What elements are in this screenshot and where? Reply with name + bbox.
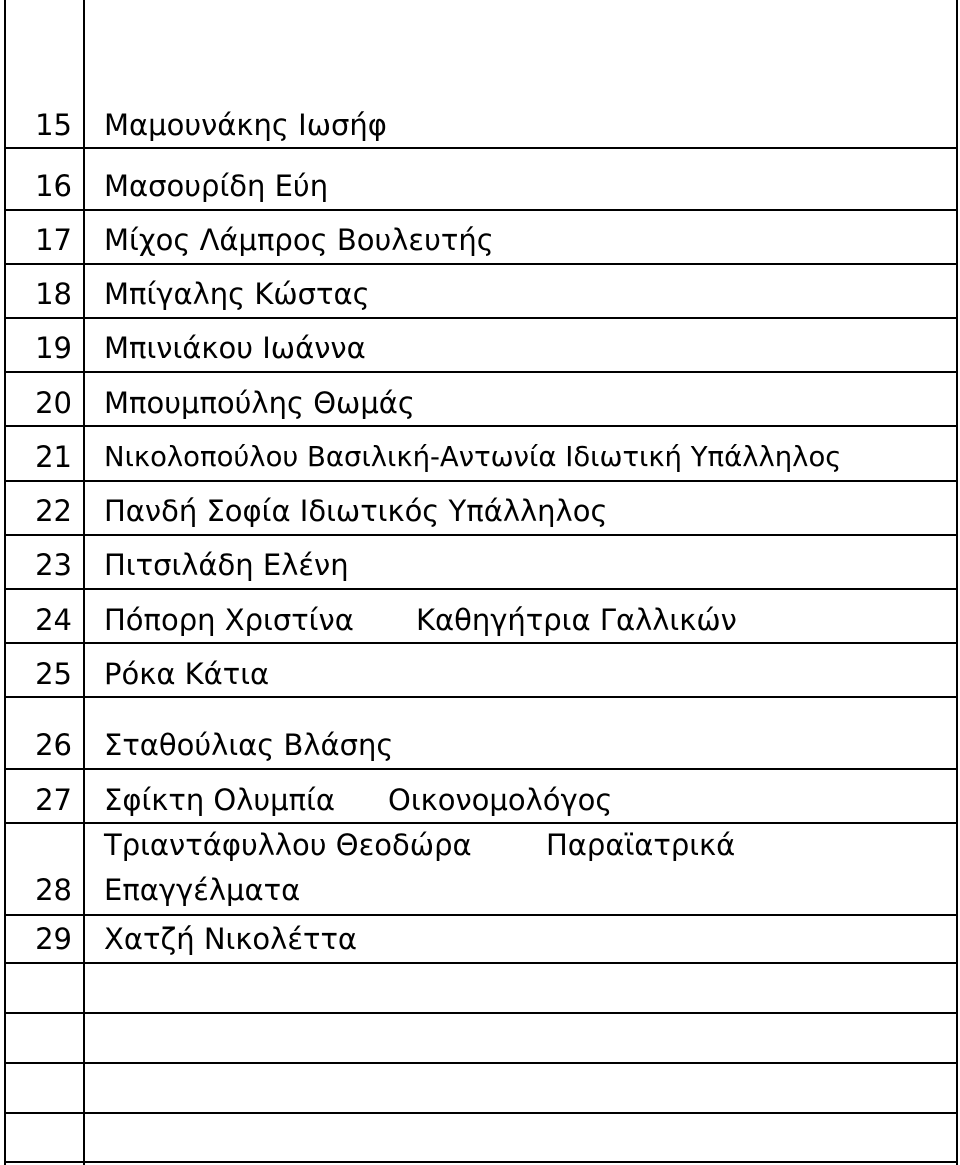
- member-name: Μπινιάκου Ιωάννα: [104, 331, 366, 365]
- table-bottom-border: [4, 1161, 958, 1163]
- row-divider: [4, 317, 958, 319]
- member-name: Πανδή Σοφία Ιδιωτικός Υπάλληλος: [104, 494, 608, 528]
- row-divider: [4, 147, 958, 149]
- member-name: Μαμουνάκης Ιωσήφ: [104, 108, 387, 142]
- row-number: 25: [35, 657, 72, 691]
- empty-table-row: [4, 1014, 958, 1062]
- member-name: Ρόκα Κάτια: [104, 657, 270, 691]
- row-divider: [4, 822, 958, 824]
- empty-table-row: [4, 964, 958, 1012]
- empty-table-row: [4, 1114, 958, 1161]
- member-name: Πόπορη Χριστίνα: [104, 603, 354, 637]
- row-number: 24: [35, 603, 72, 637]
- member-name: Πιτσιλάδη Ελένη: [104, 548, 349, 582]
- row-number: 17: [35, 223, 72, 257]
- row-divider: [4, 534, 958, 536]
- row-divider: [4, 914, 958, 916]
- row-divider: [4, 642, 958, 644]
- row-number: 19: [35, 331, 72, 365]
- row-number: 22: [35, 494, 72, 528]
- row-number: 18: [35, 277, 72, 311]
- row-number: 21: [35, 440, 72, 474]
- row-number: 20: [35, 386, 72, 420]
- member-profession-continued: Επαγγέλματα: [104, 873, 301, 907]
- member-name: Σταθούλιας Βλάσης: [104, 728, 394, 762]
- member-name: Σφίκτη Ολυμπία: [104, 783, 336, 817]
- member-name: Τριαντάφυλλου Θεοδώρα: [104, 828, 472, 862]
- row-number: 23: [35, 548, 72, 582]
- row-divider: [4, 425, 958, 427]
- member-profession: Οικονομολόγος: [388, 783, 613, 817]
- row-divider: [4, 588, 958, 590]
- member-name: Μπουμπούλης Θωμάς: [104, 386, 415, 420]
- row-number: 27: [35, 783, 72, 817]
- row-number: 15: [35, 108, 72, 142]
- row-divider: [4, 480, 958, 482]
- member-name: Μίχος Λάμπρος Βουλευτής: [104, 223, 494, 257]
- member-name: Χατζή Νικολέττα: [104, 922, 358, 956]
- empty-table-row: [4, 1064, 958, 1112]
- row-number: 16: [35, 169, 72, 203]
- member-name: Μασουρίδη Εύη: [104, 169, 329, 203]
- member-profession: Καθηγήτρια Γαλλικών: [416, 603, 737, 637]
- member-name: Μπίγαλης Κώστας: [104, 277, 370, 311]
- row-divider: [4, 371, 958, 373]
- row-divider: [4, 696, 958, 698]
- member-name: Νικολοπούλου Βασιλική-Αντωνία Ιδιωτική Υπάλληλος: [104, 441, 842, 473]
- row-divider: [4, 768, 958, 770]
- row-divider: [4, 209, 958, 211]
- row-number: 28: [35, 873, 72, 907]
- row-divider: [4, 263, 958, 265]
- row-number: 26: [35, 728, 72, 762]
- member-profession: Παραϊατρικά: [546, 828, 736, 862]
- row-number: 29: [35, 922, 72, 956]
